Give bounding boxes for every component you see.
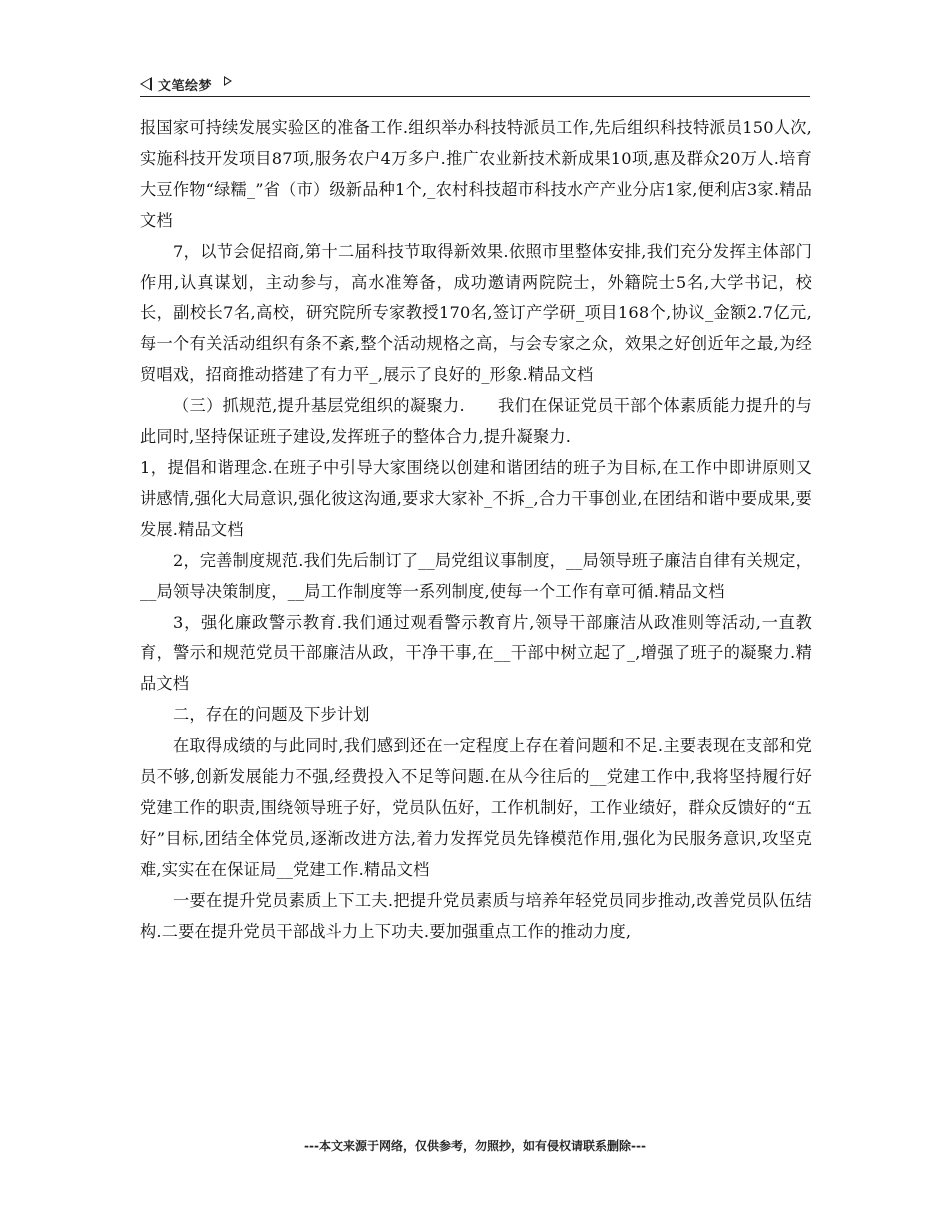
paragraph-item-2: 2，完善制度规范.我们先后制订了__局党组议事制度，__局领导班子廉洁自律有关规定，__局领导决策制度，__局工作制度等一系列制度,使每一个工作有章可循.精品文档 (140, 550, 812, 601)
paragraph-section-3: （三）抓规范,提升基层党组织的凝聚力. 我们在保证党员干部个体素质能力提升的与此同时,坚持保证班子建设,发挥班子的整体合力,提升凝聚力. (140, 396, 812, 447)
paragraph-item-3: 3，强化廉政警示教育.我们通过观看警示教育片,领导干部廉洁从政准则等活动,一直教育，警示和规范党员干部廉洁从政，干净干事,在__干部中树立起了_,增强了班子的凝聚力.精品文档 (140, 612, 812, 694)
paragraph-item-7: 7，以节会促招商,第十二届科技节取得新效果.依照市里整体安排,我们充分发挥主体部门作用,认真谋划，主动参与，高水准筹备，成功邀请两院院士，外籍院士5名,大学书记，校长，副校长7名,高校，研究院所专家教授170名,签订产学研_项目168个,协议_金额2.7亿元,每一个有关活动组织有条不紊,整个活动规格之高，与会专家之众，效果之好创近年之最,为经贸唱戏，招商推动搭建了有力平_,展示了良好的_形象.精品文档 (140, 241, 812, 385)
triangle-right-icon (224, 76, 232, 86)
paragraph-item-1: 1，提倡和谐理念.在班子中引导大家围绕以创建和谐团结的班子为目标,在工作中即讲原则又讲感情,强化大局意识,强化彼这沟通,要求大家补_不拆_,合力干事创业,在团结和谐中要成果,要发展.精品文档 (140, 457, 812, 539)
document-body (140, 113, 812, 947)
triangle-left-icon (140, 77, 152, 91)
paragraph-plans: 一要在提升党员素质上下工夫.把提升党员素质与培养年轻党员同步推动,改善党员队伍结构.二要在提升党员干部战斗力上下功夫.要加强重点工作的推动力度, (140, 890, 812, 941)
paragraph-problems: 在取得成绩的与此同时,我们感到还在一定程度上存在着问题和不足.主要表现在支部和党员不够,创新发展能力不强,经费投入不足等问题.在从今往后的__党建工作中,我将坚持履行好党建工作的职责,围绕领导班子好，党员队伍好，工作机制好，工作业绩好，群众反馈好的“五好”目标,团结全体党员,逐渐改进方法,着力发挥党员先锋模范作用,强化为民服务意识,攻坚克难,实实在在保证局__党建工作.精品文档 (140, 736, 812, 879)
document-header (140, 72, 810, 97)
section-heading-problems: 二，存在的问题及下步计划 (173, 705, 370, 725)
footer-disclaimer: ---本文来源于网络，仅供参考，勿照抄，如有侵权请联系删除--- (304, 1139, 646, 1153)
paragraph-continuation: 报国家可持续发展实验区的准备工作.组织举办科技特派员工作,先后组织科技特派员150人次,实施科技开发项目87项,服务农户4万多户.推广农业新技术新成果10项,惠及群众20万人.培育大豆作物“绿糯_”省（市）级新品种1个,_农村科技超市科技水产产业分店1家,便利店3家.精品文档 (140, 118, 812, 230)
header-title: 文笔绘梦 (158, 78, 213, 94)
